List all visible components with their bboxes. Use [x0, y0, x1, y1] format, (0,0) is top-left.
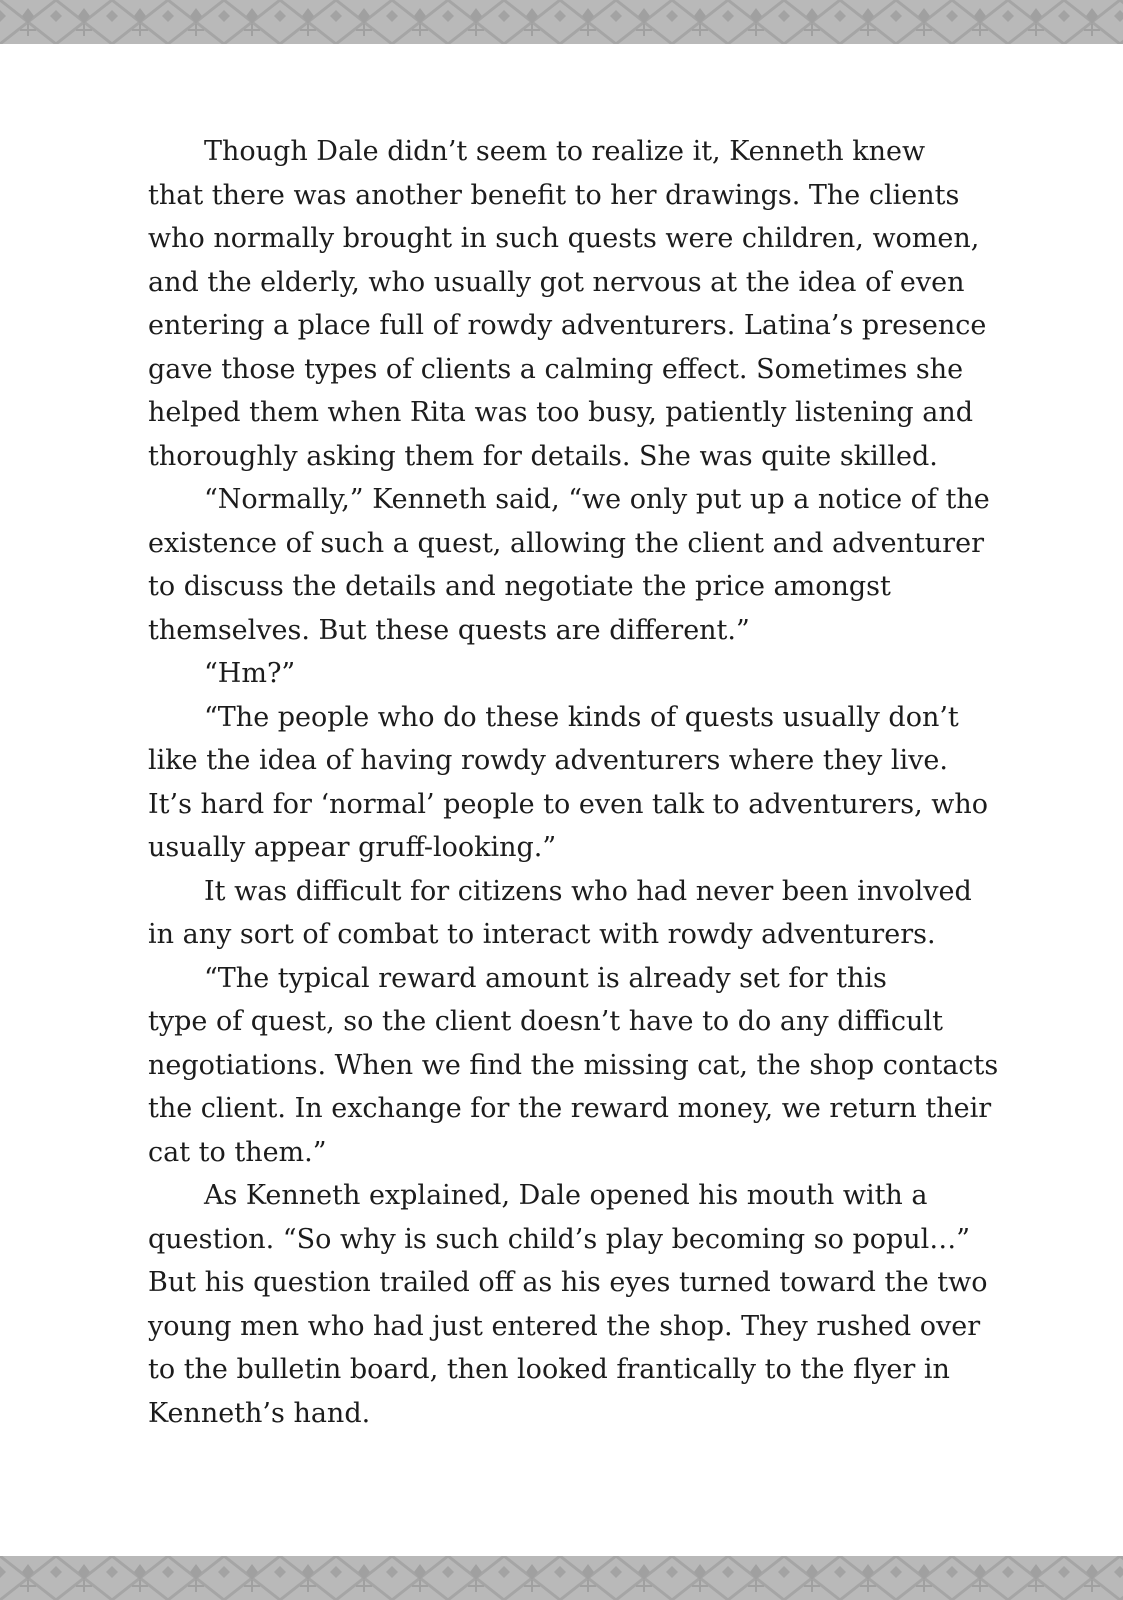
text-line: like the idea of having rowdy adventurers where they live.: [148, 745, 948, 776]
text-line: gave those types of clients a calming effect. Sometimes she: [148, 353, 964, 385]
bottom-decorative-border: [0, 1556, 1123, 1600]
text-line: type of quest, so the client doesn’t have to do any difficult: [148, 1006, 943, 1037]
text-line: young men who had just entered the shop. They rushed over: [148, 1310, 981, 1342]
text-line: themselves. But these quests are different.”: [148, 614, 750, 646]
text-line: to the bulletin board, then looked frantically to the flyer in: [148, 1354, 950, 1385]
fleur-de-lis-icon: [0, 0, 1123, 44]
text-line: and the elderly, who usually got nervous at the idea of even: [148, 266, 965, 298]
text-line: existence of such a quest, allowing the client and adventurer: [148, 527, 984, 559]
fleur-de-lis-icon: [0, 1556, 1123, 1600]
body-text: [148, 130, 1028, 1435]
text-line: usually appear gruff-looking.”: [148, 832, 557, 863]
text-line: that there was another benefit to her drawings. The clients: [148, 179, 960, 211]
text-line: who normally brought in such quests were children, women,: [148, 223, 980, 254]
text-line: to discuss the details and negotiate the price amongst: [148, 571, 891, 602]
text-line: Kenneth’s hand.: [148, 1397, 371, 1429]
text-line: “The typical reward amount is already set for this: [204, 962, 887, 994]
text-line: negotiations. When we find the missing cat, the shop contacts: [148, 1049, 999, 1081]
text-line: “The people who do these kinds of quests usually don’t: [204, 701, 959, 733]
text-line: “Normally,” Kenneth said, “we only put up a notice of the: [204, 484, 990, 515]
text-line: entering a place full of rowdy adventurers. Latina’s presence: [148, 310, 987, 341]
text-line: Though Dale didn’t seem to realize it, Kenneth knew: [204, 136, 926, 167]
text-line: helped them when Rita was too busy, patiently listening and: [148, 397, 973, 428]
text-line: cat to them.”: [148, 1136, 327, 1168]
text-line: It’s hard for ‘normal’ people to even talk to adventurers, who: [148, 788, 989, 820]
top-decorative-border: [0, 0, 1123, 44]
text-line: As Kenneth explained, Dale opened his mouth with a: [204, 1180, 928, 1211]
text-line: “Hm?”: [204, 658, 296, 689]
text-line: thoroughly asking them for details. She was quite skilled.: [148, 440, 938, 472]
text-line: question. “So why is such child’s play becoming so popul…”: [148, 1223, 971, 1255]
text-line: in any sort of combat to interact with rowdy adventurers.: [148, 919, 936, 950]
text-line: But his question trailed off as his eyes turned toward the two: [148, 1267, 988, 1298]
text-line: It was difficult for citizens who had never been involved: [204, 875, 972, 907]
text-line: the client. In exchange for the reward money, we return their: [148, 1093, 992, 1124]
